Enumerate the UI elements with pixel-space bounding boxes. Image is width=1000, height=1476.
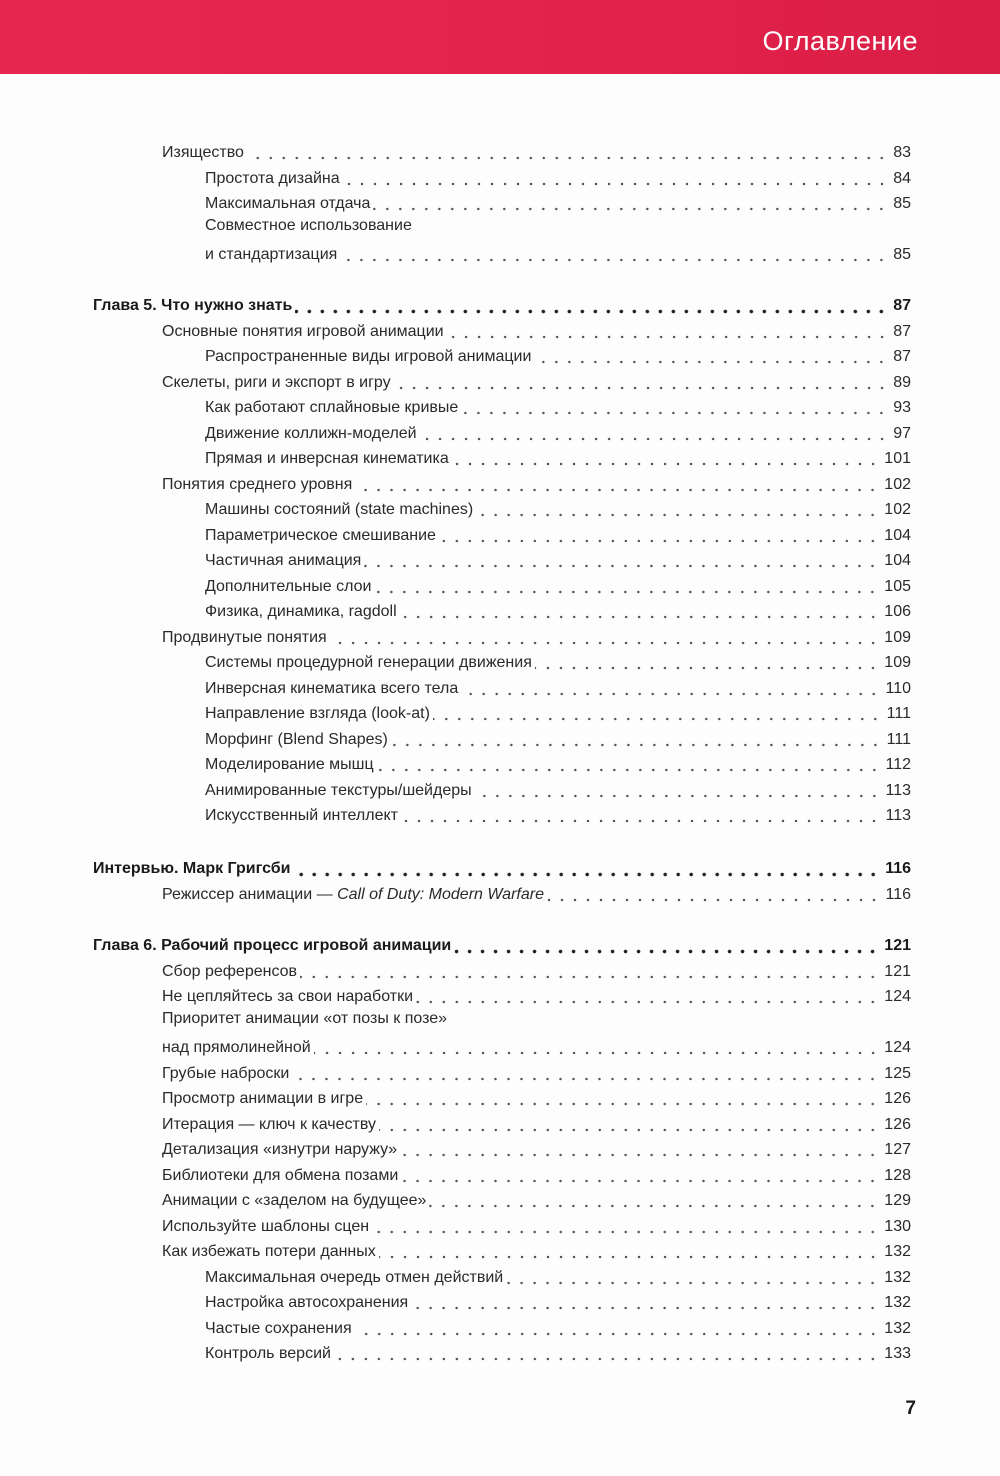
toc-entry[interactable] <box>205 520 911 546</box>
toc-entry-page: 85 <box>893 246 911 263</box>
toc-entry-label: Частичная анимация <box>205 552 362 569</box>
leader-dots <box>401 1166 881 1186</box>
toc-entry-label: Анимации с «заделом на будущее» <box>162 1192 427 1209</box>
toc-entry-label: Скелеты, риги и экспорт в игру <box>162 374 391 391</box>
toc-entry[interactable] <box>162 1109 911 1135</box>
leader-dots <box>547 885 883 905</box>
leader-dots <box>439 526 881 546</box>
toc-entry-label: Итерация — ключ к качеству <box>162 1116 376 1133</box>
toc-entry-page: 105 <box>884 578 911 595</box>
toc-entry-label: Физика, динамика, ragdoll <box>205 603 397 620</box>
leader-dots <box>454 936 881 956</box>
toc-entry-page: 102 <box>884 476 911 493</box>
leader-dots <box>300 962 881 982</box>
leader-dots <box>400 1140 881 1160</box>
toc-entry[interactable] <box>205 1313 911 1339</box>
toc-entry-label: Детализация «изнутри наружу» <box>162 1141 398 1158</box>
toc-entry-label: Частые сохранения <box>205 1320 352 1337</box>
interview-page: 116 <box>885 860 911 877</box>
toc-entry-page: 93 <box>893 399 911 416</box>
leader-dots <box>364 551 881 571</box>
leader-dots <box>401 806 883 826</box>
leader-dots <box>314 1038 882 1058</box>
toc-entry[interactable] <box>205 392 911 418</box>
toc-entry-page: 126 <box>884 1090 911 1107</box>
toc-entry-page: 133 <box>884 1345 911 1362</box>
toc-entry-page: 132 <box>884 1320 911 1337</box>
toc-entry[interactable] <box>205 545 911 571</box>
toc-entry[interactable] <box>205 775 911 801</box>
toc-entry-page: 102 <box>884 501 911 518</box>
toc-entry-page: 104 <box>884 527 911 544</box>
chapter-header-bar <box>0 0 1000 74</box>
leader-dots <box>400 602 882 622</box>
toc-entry-label: Дополнительные слои <box>205 578 372 595</box>
toc-entry[interactable] <box>162 469 911 495</box>
chapter-title: Глава 6. Рабочий процесс игровой анимации <box>93 937 452 954</box>
leader-dots <box>330 628 882 648</box>
toc-entry-label-line1: Приоритет анимации «от позы к позе» <box>162 1010 448 1027</box>
toc-entry-page: 130 <box>884 1218 911 1235</box>
toc-entry-page: 89 <box>893 374 911 391</box>
toc-entry-label: Параметрическое смешивание <box>205 527 436 544</box>
leader-dots <box>373 194 890 214</box>
toc-entry-page: 129 <box>884 1192 911 1209</box>
toc-entry-page: 104 <box>884 552 911 569</box>
toc-entry[interactable] <box>162 367 911 393</box>
leader-dots <box>535 653 881 673</box>
toc-entry[interactable] <box>205 749 911 775</box>
toc-entry-label: Настройка автосохранения <box>205 1294 409 1311</box>
toc-entry-label: Изящество <box>162 144 244 161</box>
toc-entry[interactable] <box>205 1262 911 1288</box>
toc-entry[interactable] <box>205 341 911 367</box>
toc-entry-page: 109 <box>884 629 911 646</box>
toc-entry-label: Движение коллижн-моделей <box>205 425 417 442</box>
toc-entry-label: Распространенные виды игровой анимации <box>205 348 532 365</box>
leader-dots <box>420 424 891 444</box>
toc-entry-page: 125 <box>884 1065 911 1082</box>
toc-entry-page: 85 <box>893 195 911 212</box>
toc-entry-page: 126 <box>884 1116 911 1133</box>
leader-dots <box>452 449 882 469</box>
leader-dots <box>343 169 891 189</box>
toc-entry-page: 132 <box>884 1243 911 1260</box>
page-number: 7 <box>905 1398 916 1419</box>
chapter-5-heading[interactable] <box>93 290 911 316</box>
toc-entry-page: 112 <box>885 756 911 773</box>
toc-entry[interactable] <box>205 443 911 469</box>
leader-dots <box>340 245 890 265</box>
toc-entry[interactable] <box>162 1032 911 1058</box>
toc-entry-page: 116 <box>885 886 911 903</box>
toc-entry[interactable] <box>205 673 911 699</box>
toc-entry-label: Как работают сплайновые кривые <box>205 399 459 416</box>
toc-entry[interactable] <box>205 418 911 444</box>
toc-entry-label: Морфинг (Blend Shapes) <box>205 731 388 748</box>
leader-dots <box>475 781 883 801</box>
toc-entry-page: 132 <box>884 1269 911 1286</box>
toc-entry-page: 113 <box>885 782 911 799</box>
toc-entry-label: Основные понятия игровой анимации <box>162 323 444 340</box>
toc-entry-label: Используйте шаблоны сцен <box>162 1218 370 1235</box>
toc-entry-page: 111 <box>886 731 911 748</box>
toc-entry-label: над прямолинейной <box>162 1039 311 1056</box>
chapter-page: 87 <box>893 297 911 314</box>
toc-entry[interactable] <box>162 981 911 1007</box>
toc-entry-label: Анимированные текстуры/шейдеры <box>205 782 472 799</box>
toc-entry[interactable] <box>162 879 911 905</box>
toc-entry-page: 121 <box>884 963 911 980</box>
interview-heading[interactable] <box>93 853 911 879</box>
toc-entry[interactable] <box>162 622 911 648</box>
toc-entry-label: Не цепляйтесь за свои наработки <box>162 988 413 1005</box>
leader-dots <box>394 373 891 393</box>
toc-entry-label: Контроль версий <box>205 1345 331 1362</box>
leader-dots <box>433 704 884 724</box>
toc-entry-page: 109 <box>884 654 911 671</box>
toc-entry-label <box>162 885 544 905</box>
leader-dots <box>355 475 881 495</box>
toc-entry[interactable] <box>205 800 911 826</box>
toc-entry-label: Машины состояний (state machines) <box>205 501 474 518</box>
toc-entry[interactable] <box>205 698 911 724</box>
leader-dots <box>411 1293 881 1313</box>
toc-entry-page: 83 <box>893 144 911 161</box>
toc-entry[interactable] <box>162 1083 911 1109</box>
toc-entry[interactable] <box>162 956 911 982</box>
toc-entry-page: 127 <box>884 1141 911 1158</box>
leader-dots <box>374 577 881 597</box>
toc-entry[interactable] <box>205 494 911 520</box>
leader-dots <box>476 500 881 520</box>
leader-dots <box>416 987 881 1007</box>
leader-dots <box>461 398 890 418</box>
toc-entry-label: Максимальная очередь отмен действий <box>205 1269 504 1286</box>
toc-entry-page: 111 <box>886 705 911 722</box>
leader-dots <box>461 679 882 699</box>
toc-entry-label: Сбор референсов <box>162 963 298 980</box>
leader-dots <box>379 1115 881 1135</box>
leader-dots <box>292 1064 881 1084</box>
toc-entry-page: 124 <box>884 988 911 1005</box>
toc-entry[interactable] <box>205 163 911 189</box>
toc-entry-label: Инверсная кинематика всего тела <box>205 680 459 697</box>
toc-entry-page: 84 <box>893 170 911 187</box>
chapter-title: Глава 5. Что нужно знать <box>93 297 293 314</box>
leader-dots <box>506 1268 881 1288</box>
toc-entry[interactable] <box>205 188 911 214</box>
toc-entry-label: Продвинутые понятия <box>162 629 327 646</box>
toc-entry[interactable] <box>162 1160 911 1186</box>
toc-entry-page: 113 <box>885 807 911 824</box>
toc-entry-label: Простота дизайна <box>205 170 340 187</box>
toc-entry-label: Прямая и инверсная кинематика <box>205 450 449 467</box>
leader-dots <box>334 1344 881 1364</box>
leader-dots <box>366 1089 881 1109</box>
toc-entry-page: 128 <box>884 1167 911 1184</box>
leader-dots <box>295 296 890 316</box>
toc-entry[interactable] <box>205 1338 911 1364</box>
leader-dots <box>379 1242 882 1262</box>
toc-entry[interactable] <box>162 1236 911 1262</box>
toc-entry-page: 132 <box>884 1294 911 1311</box>
toc-entry-label: Искусственный интеллект <box>205 807 398 824</box>
toc-entry-label: Библиотеки для обмена позами <box>162 1167 399 1184</box>
interview-item-game-title: Call of Duty: Modern Warfare <box>337 886 544 903</box>
toc-entry-page: 124 <box>884 1039 911 1056</box>
toc-entry[interactable] <box>162 1185 911 1211</box>
toc-entry-page: 97 <box>893 425 911 442</box>
leader-dots <box>377 755 883 775</box>
leader-dots <box>391 730 884 750</box>
toc-entry[interactable] <box>162 137 911 163</box>
toc-entry[interactable] <box>162 1211 911 1237</box>
toc-entry[interactable] <box>162 316 911 342</box>
toc-entry-page: 110 <box>885 680 911 697</box>
leader-dots <box>293 859 882 879</box>
header-title: Оглавление <box>762 26 918 56</box>
toc-entry-label: Максимальная отдача <box>205 195 371 212</box>
toc-entry-label: Просмотр анимации в игре <box>162 1090 364 1107</box>
toc-entry[interactable] <box>205 239 911 265</box>
toc-entry-label: Моделирование мышц <box>205 756 374 773</box>
toc-entry-label: Грубые наброски <box>162 1065 290 1082</box>
leader-dots <box>429 1191 881 1211</box>
toc-entry-label: и стандартизация <box>205 246 338 263</box>
toc-entry[interactable] <box>205 724 911 750</box>
toc-entry[interactable] <box>162 1134 911 1160</box>
leader-dots <box>534 347 890 367</box>
interview-item-prefix: Режиссер анимации — <box>162 886 338 903</box>
chapter-6-heading[interactable] <box>93 930 911 956</box>
toc-entry-page: 87 <box>893 323 911 340</box>
interview-title: Интервью. Марк Григсби <box>93 860 291 877</box>
toc-entry[interactable] <box>205 571 911 597</box>
toc-entry-label-line1: Совместное использование <box>205 217 412 234</box>
leader-dots <box>355 1319 882 1339</box>
leader-dots <box>372 1217 881 1237</box>
toc-entry-label: Понятия среднего уровня <box>162 476 353 493</box>
leader-dots <box>447 322 891 342</box>
toc-entry[interactable] <box>205 647 911 673</box>
toc-entry-label: Как избежать потери данных <box>162 1243 376 1260</box>
toc-entry[interactable] <box>205 596 911 622</box>
toc-entry[interactable] <box>205 1287 911 1313</box>
toc-entry-label: Системы процедурной генерации движения <box>205 654 532 671</box>
chapter-page: 121 <box>884 937 911 954</box>
toc-entry-page: 101 <box>884 450 911 467</box>
toc-entry[interactable] <box>162 1058 911 1084</box>
toc-entry-label: Направление взгляда (look-at) <box>205 705 430 722</box>
leader-dots <box>247 143 890 163</box>
toc-entry-page: 106 <box>884 603 911 620</box>
toc-entry-page: 87 <box>893 348 911 365</box>
